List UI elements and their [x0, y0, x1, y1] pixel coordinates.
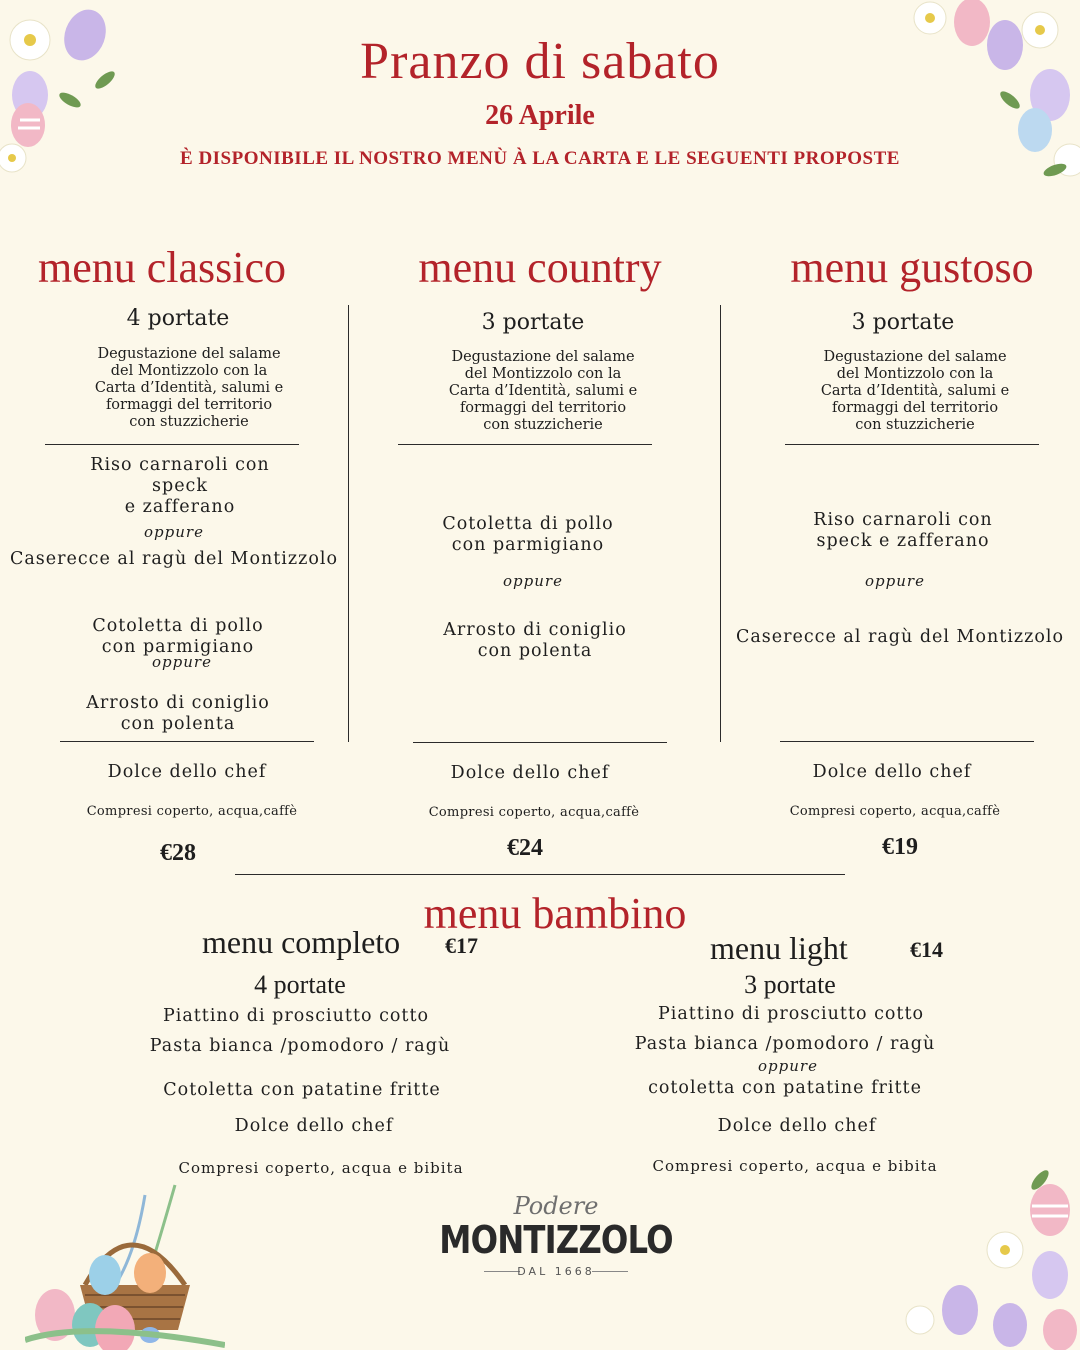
menu-light-item: Pasta bianca /pomodoro / ragù: [634, 1034, 936, 1054]
logo-established: DAL 1668: [517, 1265, 595, 1278]
logo-montizzolo: MONTIZZOLO: [439, 1218, 673, 1262]
menu-country-included: Compresi coperto, acqua,caffè: [428, 805, 640, 820]
menu-country-dessert: Dolce dello chef: [450, 763, 610, 783]
easter-basket-icon: [25, 1175, 225, 1350]
menu-light-item: cotoletta con patatine fritte: [648, 1078, 922, 1098]
menu-classico-second-b: Arrosto di coniglio con polenta: [86, 693, 270, 734]
menu-completo-item: Piattino di prosciutto cotto: [162, 1006, 430, 1026]
menu-country-starter: Degustazione del salame del Montizzolo con la Carta d’Identità, salumi e formaggi del territorio con stuzzicherie: [448, 349, 638, 433]
menu-light-included: Compresi coperto, acqua e bibita: [652, 1157, 938, 1175]
menu-country-title: menu country: [418, 243, 662, 292]
menu-classico-price: €28: [160, 840, 196, 866]
page-title: Pranzo di sabato: [360, 33, 720, 90]
section-divider: [780, 741, 1034, 742]
menu-classico-starter: Degustazione del salame del Montizzolo con la Carta d’Identità, salumi e formaggi del territorio con stuzzicherie: [94, 346, 284, 430]
menu-gustoso-courses: 3 portate: [851, 310, 955, 335]
menu-completo-price: €17: [445, 933, 478, 958]
menu-classico-first-a: Riso carnaroli con speck e zafferano: [90, 455, 270, 517]
menu-classico-title: menu classico: [37, 243, 287, 292]
menu-country-price: €24: [507, 835, 543, 861]
menu-completo-item: Dolce dello chef: [234, 1116, 394, 1136]
menu-gustoso-or-1: oppure: [865, 572, 925, 590]
menu-gustoso-starter: Degustazione del salame del Montizzolo con la Carta d’Identità, salumi e formaggi del territorio con stuzzicherie: [820, 349, 1010, 433]
section-divider: [413, 742, 667, 743]
menu-gustoso-main-a: Riso carnaroli con speck e zafferano: [813, 510, 993, 551]
menu-completo-included: Compresi coperto, acqua e bibita: [178, 1159, 464, 1177]
menu-completo-title: menu completo: [202, 924, 401, 960]
menu-classico-courses: 4 portate: [126, 306, 230, 331]
menu-classico-included: Compresi coperto, acqua,caffè: [86, 804, 298, 819]
column-divider: [348, 305, 349, 742]
menu-completo-item: Pasta bianca /pomodoro / ragù: [149, 1036, 451, 1056]
menu-light-or: oppure: [758, 1057, 818, 1075]
menu-gustoso-dessert: Dolce dello chef: [812, 762, 972, 782]
menu-classico-or-2: oppure: [152, 653, 212, 671]
menu-classico-first-b: Caserecce al ragù del Montizzolo: [9, 549, 338, 569]
section-divider: [785, 444, 1039, 445]
menu-gustoso-included: Compresi coperto, acqua,caffè: [789, 804, 1001, 819]
menu-light-courses: 3 portate: [744, 970, 836, 999]
menu-gustoso-title: menu gustoso: [790, 243, 1034, 292]
menu-light-item: Dolce dello chef: [717, 1116, 877, 1136]
menu-country-or-1: oppure: [503, 572, 563, 590]
section-divider: [45, 444, 299, 445]
menu-gustoso-main-b: Caserecce al ragù del Montizzolo: [735, 627, 1064, 647]
menu-light-item: Piattino di prosciutto cotto: [657, 1004, 925, 1024]
menu-classico-dessert: Dolce dello chef: [107, 762, 267, 782]
section-divider: [398, 444, 652, 445]
menu-country-main-b: Arrosto di coniglio con polenta: [443, 620, 627, 661]
section-divider: [60, 741, 314, 742]
menu-country-courses: 3 portate: [481, 310, 585, 335]
menu-gustoso-price: €19: [882, 834, 918, 860]
menu-classico-or-1: oppure: [144, 523, 204, 541]
column-divider: [720, 305, 721, 742]
page-subtitle: È DISPONIBILE IL NOSTRO MENÙ À LA CARTA E LE SEGUENTI PROPOSTE: [180, 148, 900, 169]
menu-light-price: €14: [910, 937, 943, 962]
menu-completo-courses: 4 portate: [254, 970, 346, 999]
menu-country-main-a: Cotoletta di pollo con parmigiano: [442, 514, 614, 555]
section-divider: [235, 874, 845, 875]
menu-completo-item: Cotoletta con patatine fritte: [163, 1080, 441, 1100]
menu-light-title: menu light: [710, 930, 848, 966]
logo-podere: Podere: [513, 1192, 599, 1220]
menu-bambino-title: menu bambino: [423, 889, 687, 938]
event-date: 26 Aprile: [485, 100, 595, 131]
menu-classico-second-a: Cotoletta di pollo con parmigiano: [92, 616, 264, 657]
